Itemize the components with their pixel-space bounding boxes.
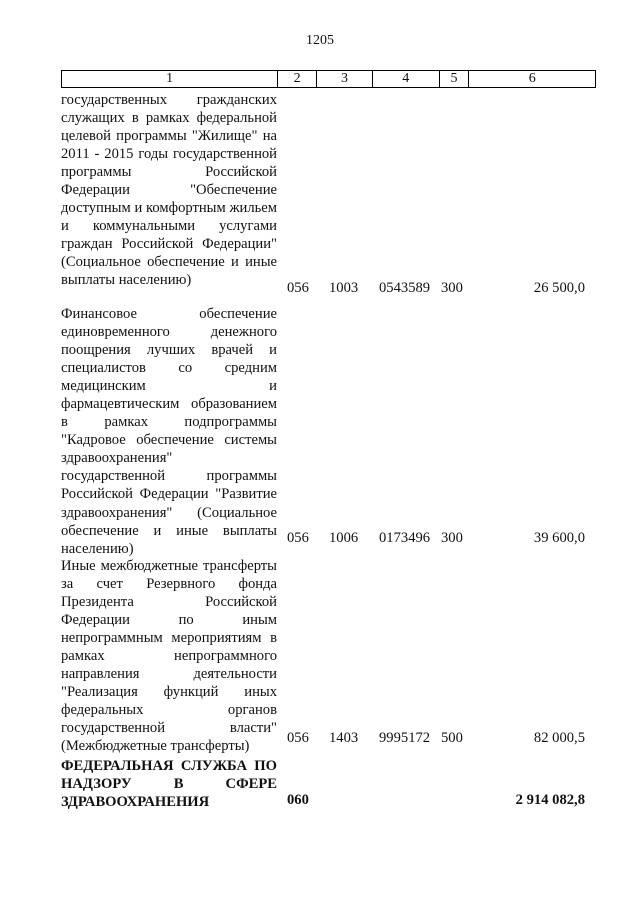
header-col-3: 3	[317, 71, 373, 87]
table-row	[61, 91, 596, 301]
header-col-1: 1	[62, 71, 278, 87]
page-number: 1205	[306, 33, 334, 48]
row-col4: 9995172	[379, 730, 431, 746]
row-col2: 056	[287, 280, 309, 296]
row-col5: 300	[441, 530, 463, 546]
header-col-4: 4	[373, 71, 440, 87]
header-col-2: 2	[278, 71, 317, 87]
row-col5: 300	[441, 280, 463, 296]
header-col-6: 6	[528, 71, 536, 86]
row-col5: 500	[441, 730, 463, 746]
row-col6: 2 914 082,8	[515, 792, 585, 808]
row-col6: 39 600,0	[533, 530, 585, 546]
header-col-5: 5	[440, 71, 470, 87]
row-col4: 0543589	[379, 280, 431, 296]
table-header	[61, 70, 596, 88]
row-col6: 26 500,0	[533, 280, 585, 296]
row-description: государственных гражданских служащих в рамках федеральной целевой программы "Жилище" на 2011 - 2015 годы государственной программы Российской Федерации "Обеспечение доступным и комфортным жильем и коммунальными услугами граждан Российской Федерации" (Социальное обеспечение и иные выплаты населению)	[61, 92, 277, 289]
row-col3: 1006	[329, 530, 359, 546]
row-col4: 0173496	[379, 530, 431, 546]
row-description: ФЕДЕРАЛЬНАЯ СЛУЖБА ПО НАДЗОРУ В СФЕРЕ ЗДРАВООХРАНЕНИЯ	[61, 758, 277, 811]
row-col6: 82 000,5	[533, 730, 585, 746]
row-description: Иные межбюджетные трансферты за счет Резервного фонда Президента Российской Федерации по иным непрограммным мероприятиям в рамках непрограммного направления деятельности "Реализация функций иных федеральных органов государственной власти" (Межбюджетные трансферты)	[61, 558, 277, 755]
row-col2: 060	[287, 792, 309, 808]
table-row	[61, 757, 596, 815]
table-row	[61, 305, 596, 557]
row-col3: 1403	[329, 730, 359, 746]
row-col3: 1003	[329, 280, 359, 296]
row-description: Финансовое обеспечение единовременного денежного поощрения лучших врачей и специалистов со средним медицинским и фармацевтическим образованием в рамках подпрограммы "Кадровое обеспечение системы здравоохранения" государственной программы Российской Федерации "Развитие здравоохранения" (Социальное обеспечение и иные выплаты населению)	[61, 306, 277, 557]
table-row	[61, 557, 596, 755]
row-col2: 056	[287, 530, 309, 546]
row-col2: 056	[287, 730, 309, 746]
